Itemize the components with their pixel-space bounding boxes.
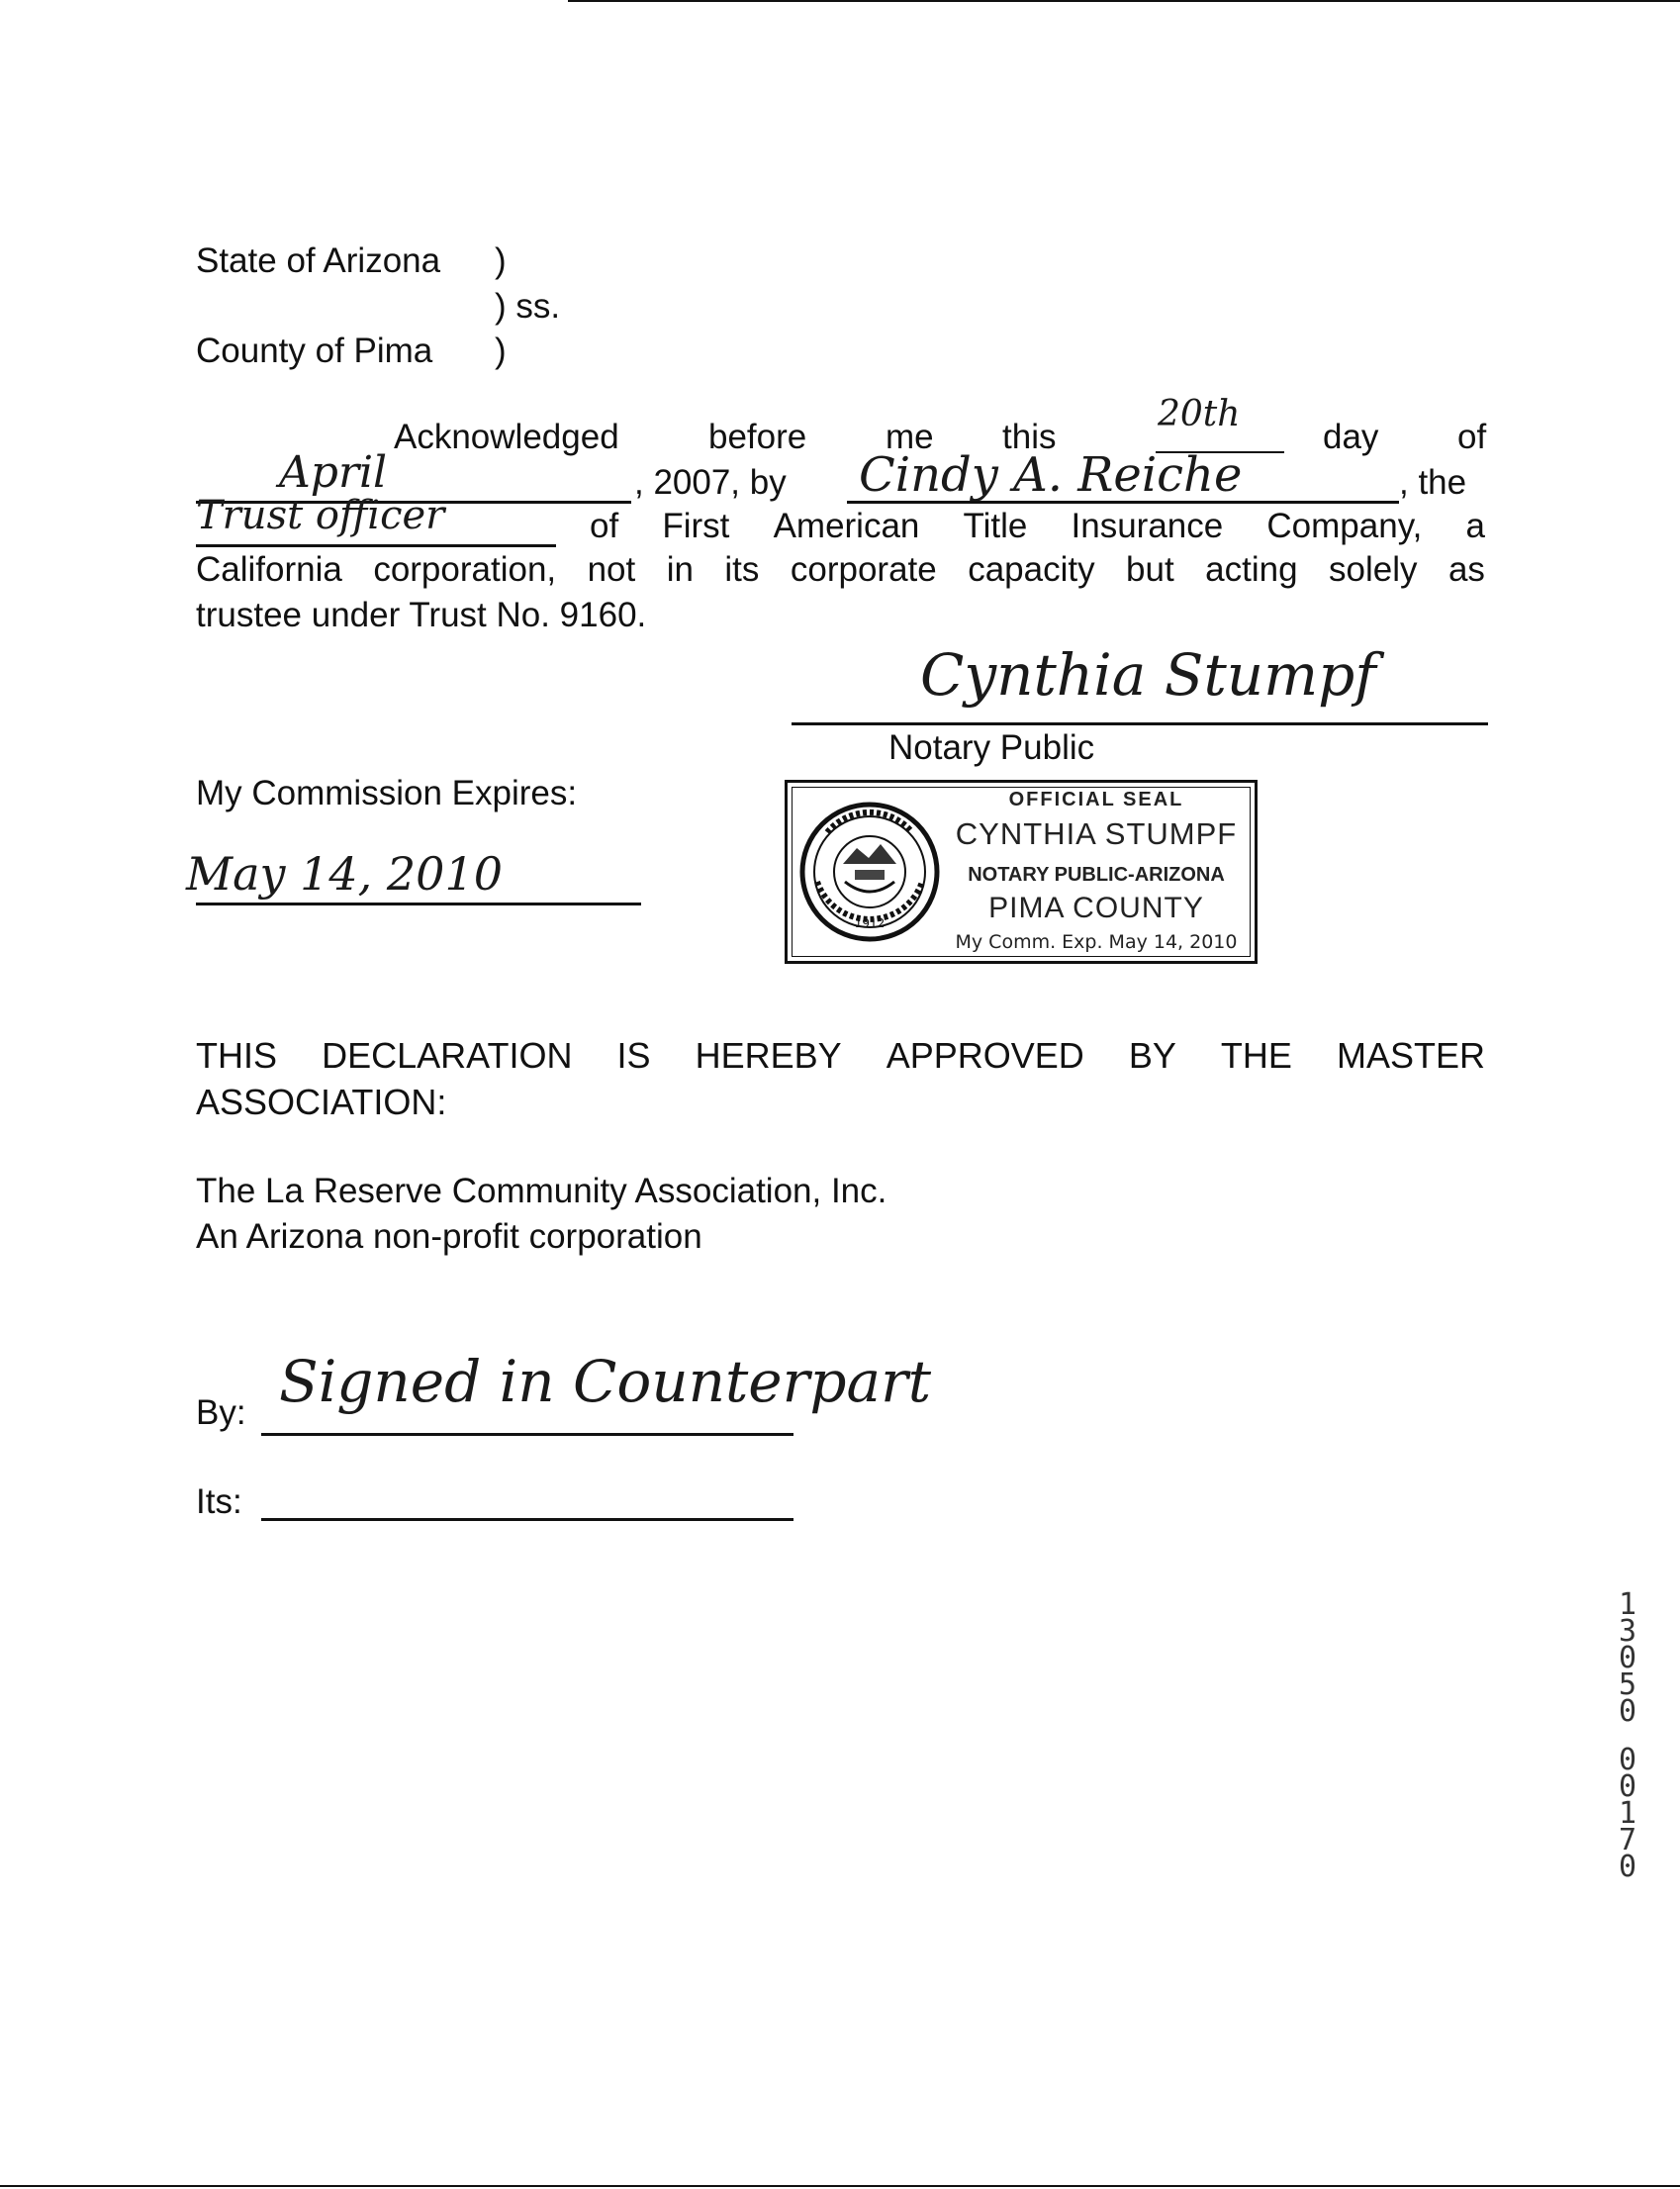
seal-year: 1912 xyxy=(854,916,886,930)
recording-digit: 0 xyxy=(1618,1850,1637,1884)
ack-word-before: before xyxy=(708,418,807,456)
approval-word: HEREBY xyxy=(695,1035,842,1076)
approval-line1 xyxy=(196,1034,1485,1078)
ack-line3-word: Insurance xyxy=(1071,507,1224,545)
approval-word: BY xyxy=(1128,1035,1176,1076)
by-handwritten: Signed in Counterpart xyxy=(279,1348,932,1415)
ack-line4 xyxy=(196,548,1485,592)
ack-line4-word: capacity xyxy=(968,550,1095,589)
commission-date-handwritten: May 14, 2010 xyxy=(186,847,503,901)
seal-official-label: OFFICIAL SEAL xyxy=(1008,789,1184,810)
notary-signature: Cynthia Stumpf xyxy=(920,641,1376,709)
ack-line4-word: in xyxy=(666,550,694,589)
ack-word-of: of xyxy=(1457,418,1487,456)
notary-seal-stamp xyxy=(785,780,1258,964)
ack-line3-word: Company, xyxy=(1266,507,1423,545)
recording-digit: 5 xyxy=(1618,1667,1637,1702)
handwritten-title: Trust officer xyxy=(196,493,445,538)
commission-expires-label: My Commission Expires: xyxy=(196,774,578,812)
recording-digit: 1 xyxy=(1618,1587,1637,1622)
ack-line5: trustee under Trust No. 9160. xyxy=(196,596,647,634)
scan-edge-line xyxy=(568,0,1680,2)
ack-line3-word: a xyxy=(1465,507,1485,545)
approval-word: APPROVED xyxy=(886,1035,1084,1076)
handwritten-day: 20th xyxy=(1158,394,1241,434)
name-blank-line xyxy=(847,501,1399,504)
ack-line4-word: but xyxy=(1126,550,1174,589)
approval-line2: ASSOCIATION: xyxy=(196,1082,447,1122)
county-of-pima: County of Pima xyxy=(196,332,433,370)
its-label: Its: xyxy=(196,1482,242,1521)
by-signature-line xyxy=(261,1433,793,1436)
ack-line4-word: not xyxy=(587,550,636,589)
notary-public-label: Notary Public xyxy=(888,728,1095,767)
recording-digit: 0 xyxy=(1618,1641,1637,1675)
handwritten-name: Cindy A. Reiche xyxy=(859,447,1243,503)
association-type: An Arizona non-profit corporation xyxy=(196,1217,702,1256)
ack-line3-word: American xyxy=(773,507,920,545)
association-name: The La Reserve Community Association, Inc. xyxy=(196,1172,887,1210)
ack-word-day: day xyxy=(1323,418,1379,456)
ack-line3-word: of xyxy=(590,507,619,545)
seal-notary-title: NOTARY PUBLIC-ARIZONA xyxy=(968,864,1225,886)
notary-signature-line xyxy=(792,722,1488,725)
approval-word: THE xyxy=(1220,1035,1292,1076)
venue-ss: ) ss. xyxy=(495,287,561,326)
its-signature-line xyxy=(261,1518,793,1521)
seal-expiry: My Comm. Exp. May 14, 2010 xyxy=(955,931,1238,953)
ack-line3-word: First xyxy=(662,507,730,545)
ack-word-me: me xyxy=(886,418,934,456)
state-of-arizona: State of Arizona xyxy=(196,241,441,280)
recording-number xyxy=(1613,1587,1642,1884)
ack-line3-word: Title xyxy=(963,507,1028,545)
seal-county: PIMA COUNTY xyxy=(988,892,1204,924)
approval-word: IS xyxy=(616,1035,651,1076)
ack-word-acknowledged: Acknowledged xyxy=(394,418,619,456)
ack-line2-year: , 2007, by xyxy=(634,463,787,502)
arizona-state-seal-emblem xyxy=(795,793,944,951)
ack-line4-word: as xyxy=(1447,550,1485,589)
ack-word-this: this xyxy=(1002,418,1057,456)
recording-digit: 0 xyxy=(1618,1743,1637,1777)
venue-paren-2: ) xyxy=(495,332,507,370)
seal-notary-name: CYNTHIA STUMPF xyxy=(955,816,1238,851)
approval-word: MASTER xyxy=(1336,1035,1485,1076)
ack-line2-the: , the xyxy=(1399,463,1467,502)
by-label: By: xyxy=(196,1393,246,1432)
recording-digit: 1 xyxy=(1618,1796,1637,1831)
ack-line4-word: corporate xyxy=(790,550,937,589)
approval-word: THIS xyxy=(196,1035,278,1076)
ack-line4-word: solely xyxy=(1329,550,1418,589)
recording-digit: 0 xyxy=(1618,1694,1637,1729)
ack-line3 xyxy=(590,505,1485,548)
ack-line4-word: its xyxy=(724,550,760,589)
venue-paren-1: ) xyxy=(495,241,507,280)
approval-word: DECLARATION xyxy=(322,1035,573,1076)
handwritten-month: April xyxy=(279,447,388,498)
ack-line4-word: corporation, xyxy=(373,550,557,589)
recording-digit: 0 xyxy=(1618,1769,1637,1804)
ack-line4-word: California xyxy=(196,550,342,589)
recording-digit: 7 xyxy=(1618,1823,1637,1857)
recording-digit: 3 xyxy=(1618,1614,1637,1649)
scan-bottom-edge xyxy=(0,2185,1680,2187)
title-blank-line xyxy=(196,544,556,547)
ack-line4-word: acting xyxy=(1205,550,1298,589)
commission-date-line xyxy=(196,903,641,905)
